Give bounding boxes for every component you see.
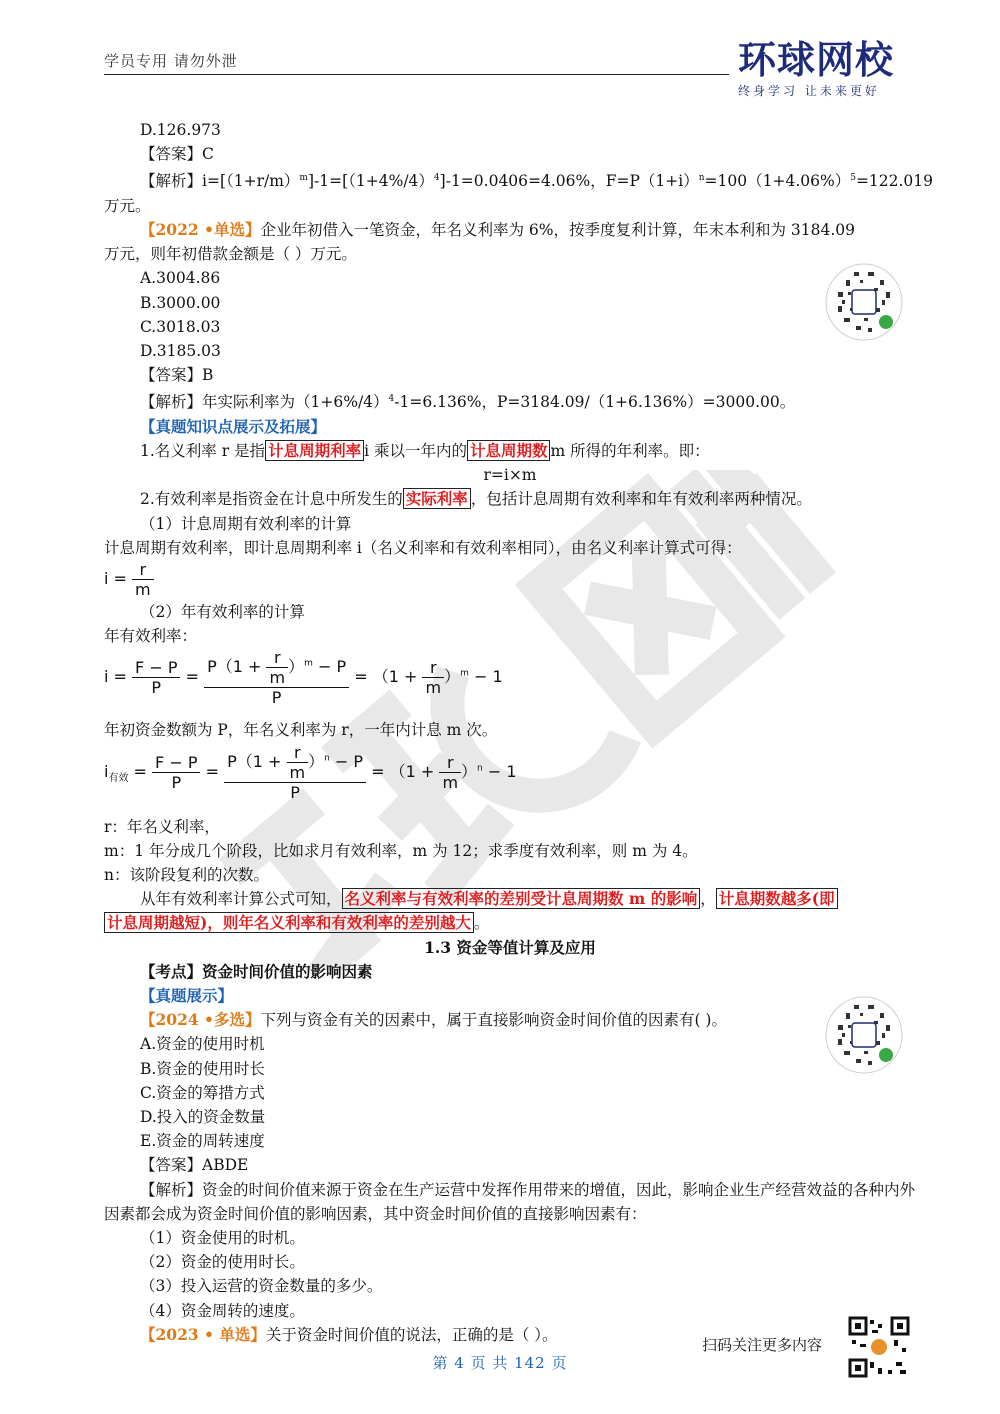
question-2022-cont: 万元，则年初借款金额是（ ）万元。: [104, 245, 357, 264]
variable-n: n：该阶段复利的次数。: [104, 865, 269, 884]
section-heading: 1.3 资金等值计算及应用: [424, 937, 596, 957]
topic-heading: 【考点】资金时间价值的影响因素: [140, 961, 373, 981]
question-tag: 【2022 •单选】: [140, 219, 261, 239]
list-item: （1）资金使用的时机。: [140, 1229, 305, 1248]
list-item: （4）资金周转的速度。: [140, 1301, 305, 1320]
subheading: （2）年有效利率的计算: [140, 602, 305, 621]
option-b: B.3000.00: [140, 293, 221, 312]
option-e: E.资金的周转速度: [140, 1132, 265, 1151]
document-body: [104, 118, 934, 1347]
option-a: A.3004.86: [140, 269, 221, 288]
list-item: （2）资金的使用时长。: [140, 1253, 305, 1272]
question-tag: 【2023 • 单选】: [140, 1324, 266, 1344]
brand-logo: [738, 40, 916, 99]
highlight-term: 计息周期越短)，则年名义利率和有效利率的差别越大: [104, 912, 474, 933]
highlight-term: 计息周期数: [467, 440, 551, 461]
header-disclaimer: 学员专用 请勿外泄: [104, 52, 238, 70]
formula-annual-rate: i = $\frac{F - P}{P}$ = P（1 + $\frac{r}{m}$ ）$^m$ − P P = （1 + $\frac{r}{m}$ ）$^m$ − 1: [104, 648, 503, 708]
option-d: D.投入的资金数量: [140, 1108, 266, 1127]
paragraph: 年初资金数额为 P，年名义利率为 r，一年内计息 m 次。: [104, 721, 498, 740]
answer-line: 【答案】ABDE: [140, 1156, 249, 1175]
option-c: C.3018.03: [140, 317, 221, 336]
variable-r: r：年名义利率，: [104, 817, 220, 836]
question-2022: 【2022 •单选】企业年初借入一笔资金，年名义利率为 6%，按季度复利计算，年末本利和为 3184.09: [140, 219, 855, 239]
analysis-line: 【解析】$i=[(1+r/m)^m]-1=[(1+4\%/4)^4]-1=0.0406=4.06\%$，$F=P(1+i)^n=100(1+4.06\%)^5=122.019$: [140, 172, 934, 191]
question-2024: 【2024 •多选】下列与资金有关的因素中，属于直接影响资金时间价值的因素有( )。: [140, 1010, 727, 1030]
question-tag: 【2024 •多选】: [140, 1010, 261, 1030]
scan-prompt: 扫码关注更多内容: [702, 1336, 823, 1354]
analysis-paragraph: 【解析】资金的时间价值来源于资金在生产运营中发挥作用带来的增值，因此，影响企业生产经营效益的各种内外因素都会成为资金时间价值的影响因素，其中资金时间价值的直接影响因素有：: [104, 1180, 916, 1223]
option-b: B.资金的使用时长: [140, 1059, 265, 1078]
header-rule: [104, 74, 729, 75]
formula-effective-rate: $i_{有效}$ = $\frac{F - P}{P}$ = P（1 + $\frac{r}{m}$ ）$^n$ − P P = （1 + $\frac{r}{m}$ ）$^n$ − 1: [104, 742, 517, 802]
list-item: （3）投入运营的资金数量的多少。: [140, 1277, 383, 1296]
conclusion-line-cont: 计息周期越短)，则年名义利率和有效利率的差别越大 。: [104, 911, 916, 935]
analysis-line-cont: 万元。: [104, 196, 151, 215]
option-d: D.3185.03: [140, 341, 221, 360]
highlight-term: 实际利率: [403, 488, 471, 509]
formula-r: r=i×m: [483, 466, 537, 485]
logo-title: 环球网校: [738, 38, 895, 82]
analysis-line: 【解析】年实际利率为$(1+6\%/4)^4-1=6.136\%$，P=3184.09/（1+6.136%）=3000.00。: [140, 393, 796, 412]
option-c: C.资金的筹措方式: [140, 1083, 265, 1102]
paragraph: 年有效利率：: [104, 627, 198, 646]
definition-effective-rate: 2.有效利率是指资金在计息中所发生的 实际利率 ，包括计息周期有效利率和年有效利率两种情况。: [140, 489, 812, 509]
option-d: D.126.973: [140, 121, 221, 139]
highlight-term: 计息周期利率: [265, 440, 364, 461]
option-a: A.资金的使用时机: [140, 1035, 265, 1054]
section-label: 【真题展示】: [140, 986, 234, 1005]
paragraph: 计息周期有效利率，即计息周期利率 i（名义利率和有效利率相同），由名义利率计算式可得：: [104, 538, 742, 557]
logo-slogan: 终身学习 让未来更好: [738, 84, 880, 98]
page-number: 第 4 页 共 142 页: [432, 1354, 568, 1372]
variable-m: m：1 年分成几个阶段，比如求月有效利率，m 为 12；求季度有效利率，则 m 为 4。: [104, 841, 698, 860]
section-label: 【真题知识点展示及拓展】: [140, 416, 327, 436]
conclusion-line: 从年有效利率计算公式可知， 名义利率与有效利率的差别受计息周期数 m 的影响 ， 计息期数越多(即: [104, 887, 916, 911]
highlight-term: 计息期数越多(即: [716, 888, 838, 909]
answer-line: 【答案】B: [140, 366, 214, 385]
definition-nominal-rate: 1.名义利率 r 是指 计息周期利率 i 乘以一年内的 计息周期数 m 所得的年利率。即：: [140, 440, 710, 460]
formula-period-rate: i = $\frac{r}{m}$: [104, 560, 916, 600]
subheading: （1）计息周期有效利率的计算: [140, 514, 352, 533]
highlight-term: 名义利率与有效利率的差别受计息周期数 m 的影响: [342, 888, 701, 909]
question-2023: 【2023 • 单选】关于资金时间价值的说法，正确的是（ ）。: [140, 1324, 558, 1344]
answer-line: 【答案】C: [140, 145, 214, 164]
